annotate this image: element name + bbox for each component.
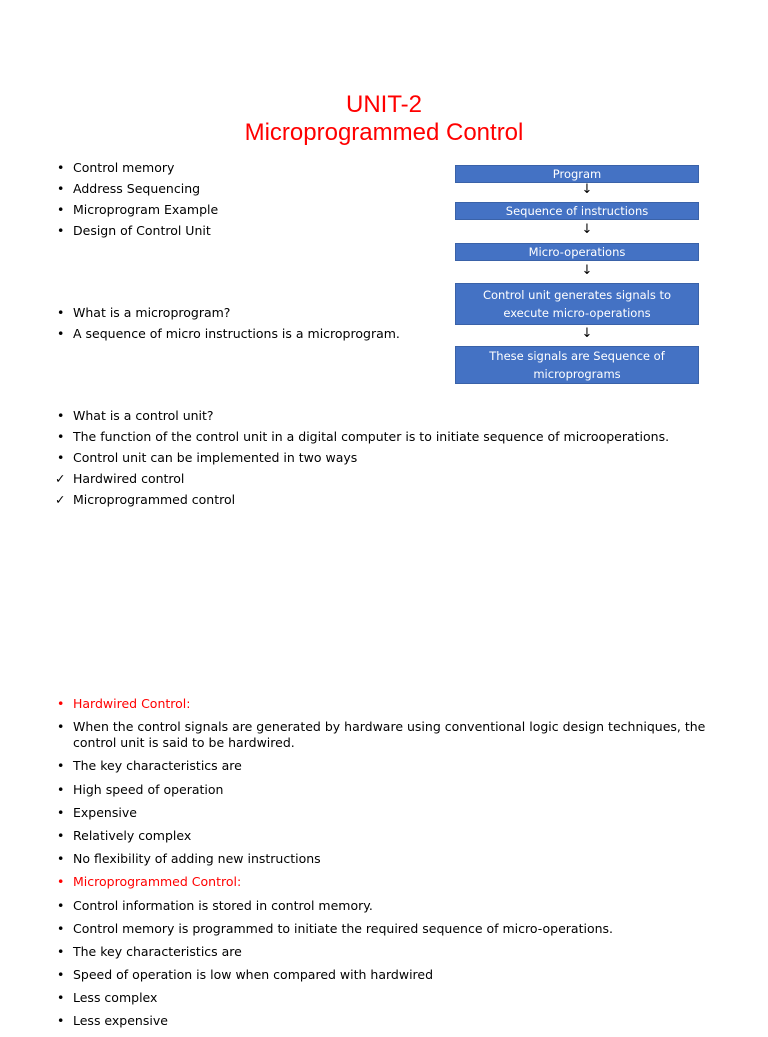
list-item: • Control unit can be implemented in two ways [57,449,717,470]
list-item: • Less complex [57,990,717,1006]
list-item: • When the control signals are generated by hardware using conventional logic design techniques, the control unit is said to be hardwired. [57,719,717,751]
list-item: • What is a microprogram? [57,304,437,325]
microprogram-list [57,304,437,346]
down-arrow-icon: ↓ [581,326,593,341]
list-item: • Address Sequencing [57,180,417,201]
list-item: • The key characteristics are [57,758,717,774]
hardwired-microprogrammed-list [57,696,717,1037]
page-title: Microprogrammed Control [244,119,524,146]
list-item: • The function of the control unit in a digital computer is to initiate sequence of microoperations. [57,428,717,449]
down-arrow-icon: ↓ [581,263,593,278]
list-item: • Less expensive [57,1013,717,1029]
flow-box-sequence-of-microprograms: These signals are Sequence of microprograms [455,346,699,384]
list-item: • Expensive [57,805,717,821]
flow-box-sequence-of-instructions: Sequence of instructions [455,202,699,220]
down-arrow-icon: ↓ [581,222,593,237]
flow-box-control-unit-signals: Control unit generates signals to execute micro-operations [455,283,699,325]
list-item: • Relatively complex [57,828,717,844]
list-item: • A sequence of micro instructions is a microprogram. [57,325,437,346]
list-item: • Control memory is programmed to initiate the required sequence of micro-operations. [57,921,717,937]
list-item: • Microprogram Example [57,201,417,222]
flow-box-micro-operations: Micro-operations [455,243,699,261]
list-item: • Speed of operation is low when compared with hardwired [57,967,717,983]
topics-list [57,159,417,243]
check-item: ✓ Hardwired control [57,470,717,491]
section-heading-hardwired: • Hardwired Control: [57,696,717,712]
down-arrow-icon: ↓ [581,182,593,197]
list-item: • Design of Control Unit [57,222,417,243]
list-item: • Control information is stored in control memory. [57,898,717,914]
section-heading-microprogrammed: • Microprogrammed Control: [57,874,717,890]
list-item: • High speed of operation [57,782,717,798]
check-item: ✓ Microprogrammed control [57,491,717,512]
list-item: • No flexibility of adding new instructions [57,851,717,867]
list-item: • The key characteristics are [57,944,717,960]
list-item: • What is a control unit? [57,407,717,428]
control-unit-list [57,407,717,512]
page-title-unit: UNIT-2 [345,91,422,118]
list-item: • Control memory [57,159,417,180]
flow-box-program: Program [455,165,699,183]
